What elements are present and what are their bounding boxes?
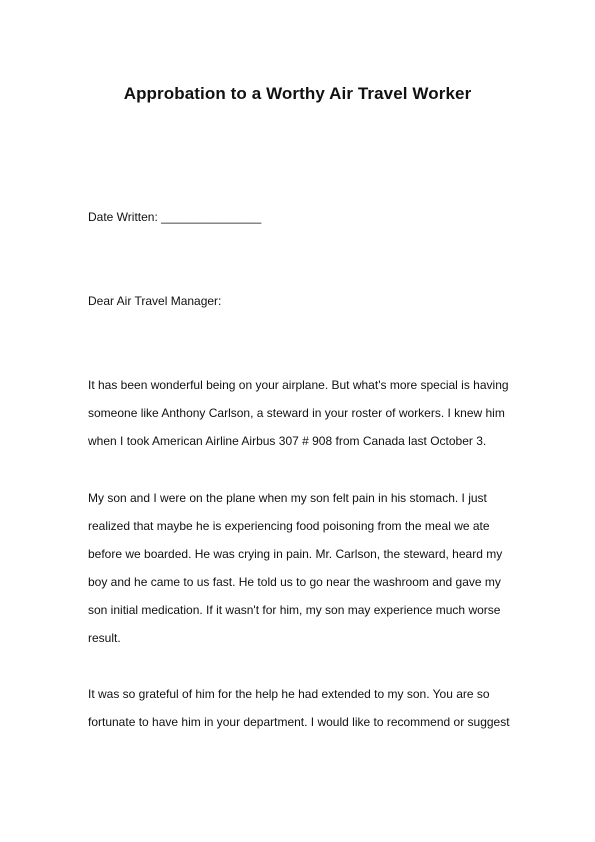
paragraph-2-line-6: result.	[88, 631, 121, 645]
document-title: Approbation to a Worthy Air Travel Worker	[123, 84, 472, 103]
paragraph-1-line-3: when I took American Airline Airbus 307 # 908 from Canada last October 3.	[88, 434, 487, 448]
date-line: Date Written: _______________	[88, 210, 262, 224]
salutation: Dear Air Travel Manager:	[88, 294, 222, 308]
paragraph-2-line-5: son initial medication. If it wasn't for him, my son may experience much worse	[88, 603, 501, 617]
paragraph-2-line-4: boy and he came to us fast. He told us to go near the washroom and gave my	[88, 575, 501, 589]
paragraph-3-line-1: It was so grateful of him for the help he had extended to my son. You are so	[88, 687, 490, 701]
paragraph-2-line-2: realized that maybe he is experiencing food poisoning from the meal we ate	[88, 519, 490, 533]
paragraph-1-line-2: someone like Anthony Carlson, a steward in your roster of workers. I knew him	[88, 406, 505, 420]
paragraph-3-line-2: fortunate to have him in your department. I would like to recommend or suggest	[88, 715, 510, 729]
paragraph-1-line-1: It has been wonderful being on your airplane. But what's more special is having	[88, 378, 509, 392]
paragraph-2-line-1: My son and I were on the plane when my son felt pain in his stomach. I just	[88, 491, 487, 505]
paragraph-2-line-3: before we boarded. He was crying in pain. Mr. Carlson, the steward, heard my	[88, 547, 503, 561]
